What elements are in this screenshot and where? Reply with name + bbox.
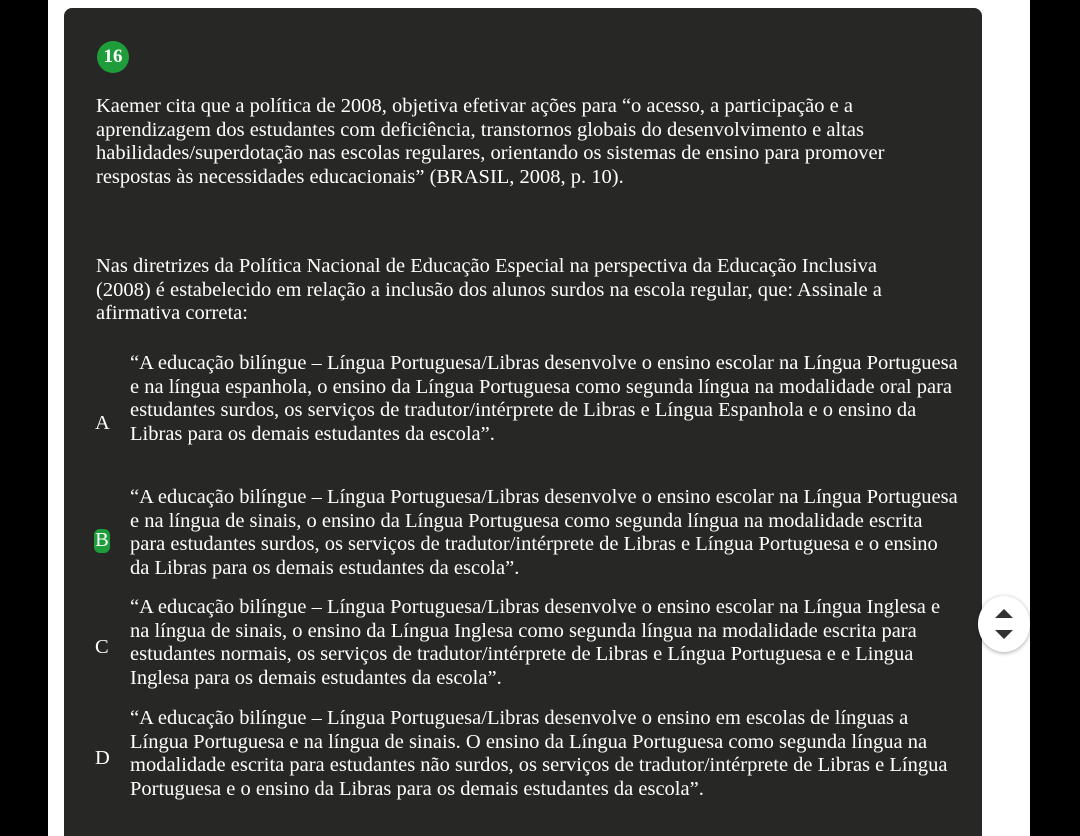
option-letter-correct: B [95,529,109,551]
option-letter: C [95,636,109,658]
option-text: “A educação bilíngue – Língua Portuguesa/Libras desenvolve o ensino escolar na Língua Inglesa e na língua de sinais, o ensino da Língua Inglesa como segunda língua na modalidade escrita para estudantes normais, os serviços de tradutor/intérprete de Libras e Língua Portuguesa e e Lingua Inglesa para os demais estudantes da escola”. [130,596,941,689]
option-text: “A educação bilíngue – Língua Portuguesa/Libras desenvolve o ensino em escolas de línguas a Língua Portuguesa e na língua de sinais. O ensino da Língua Portuguesa como segunda língua na modalidade escrita para estudantes não surdos, os serviços de tradutor/intérprete de Libras e Língua Portuguesa e o ensino da Libras para os demais estudantes da escola”. [130,707,948,800]
option-text: “A educação bilíngue – Língua Portuguesa/Libras desenvolve o ensino escolar na Língua Portuguesa e na língua de sinais, o ensino da Língua Portuguesa como segunda língua na modalidade escrita para estudantes surdos, os serviços de tradutor/intérprete de Libras e Língua Portuguesa e o ensino da Libras para os demais estudantes da escola”. [130,486,958,579]
question-number-badge: 16 [97,41,129,73]
question-intro: Kaemer cita que a política de 2008, objetiva efetivar ações para “o acesso, a participação e a aprendizagem dos estudantes com deficiência, transtornos globais do desenvolvimento e altas habilidades/superdotação nas escolas regulares, orientando os sistemas de ensino para promover respostas às necessidades educacionais” (BRASIL, 2008, p. 10). [96,95,885,188]
chevron-down-icon[interactable] [995,630,1013,639]
option-text: “A educação bilíngue – Língua Portuguesa/Libras desenvolve o ensino escolar na Língua Portuguesa e na língua espanhola, o ensino da Língua Portuguesa como segunda língua na modalidade oral para estudantes surdos, os serviços de tradutor/intérprete de Libras e Língua Espanhola e o ensino da Libras para os demais estudantes da escola”. [130,352,958,445]
question-prompt: Nas diretrizes da Política Nacional de Educação Especial na perspectiva da Educação Inclusiva (2008) é estabelecido em relação a inclusão dos alunos surdos na escola regular, que: Assinale a afirmativa correta: [96,255,882,324]
chevron-up-icon[interactable] [995,609,1013,618]
option-letter: A [95,412,110,434]
option-letter: D [95,747,110,769]
question-card [64,8,982,836]
scroll-control[interactable] [978,596,1030,652]
